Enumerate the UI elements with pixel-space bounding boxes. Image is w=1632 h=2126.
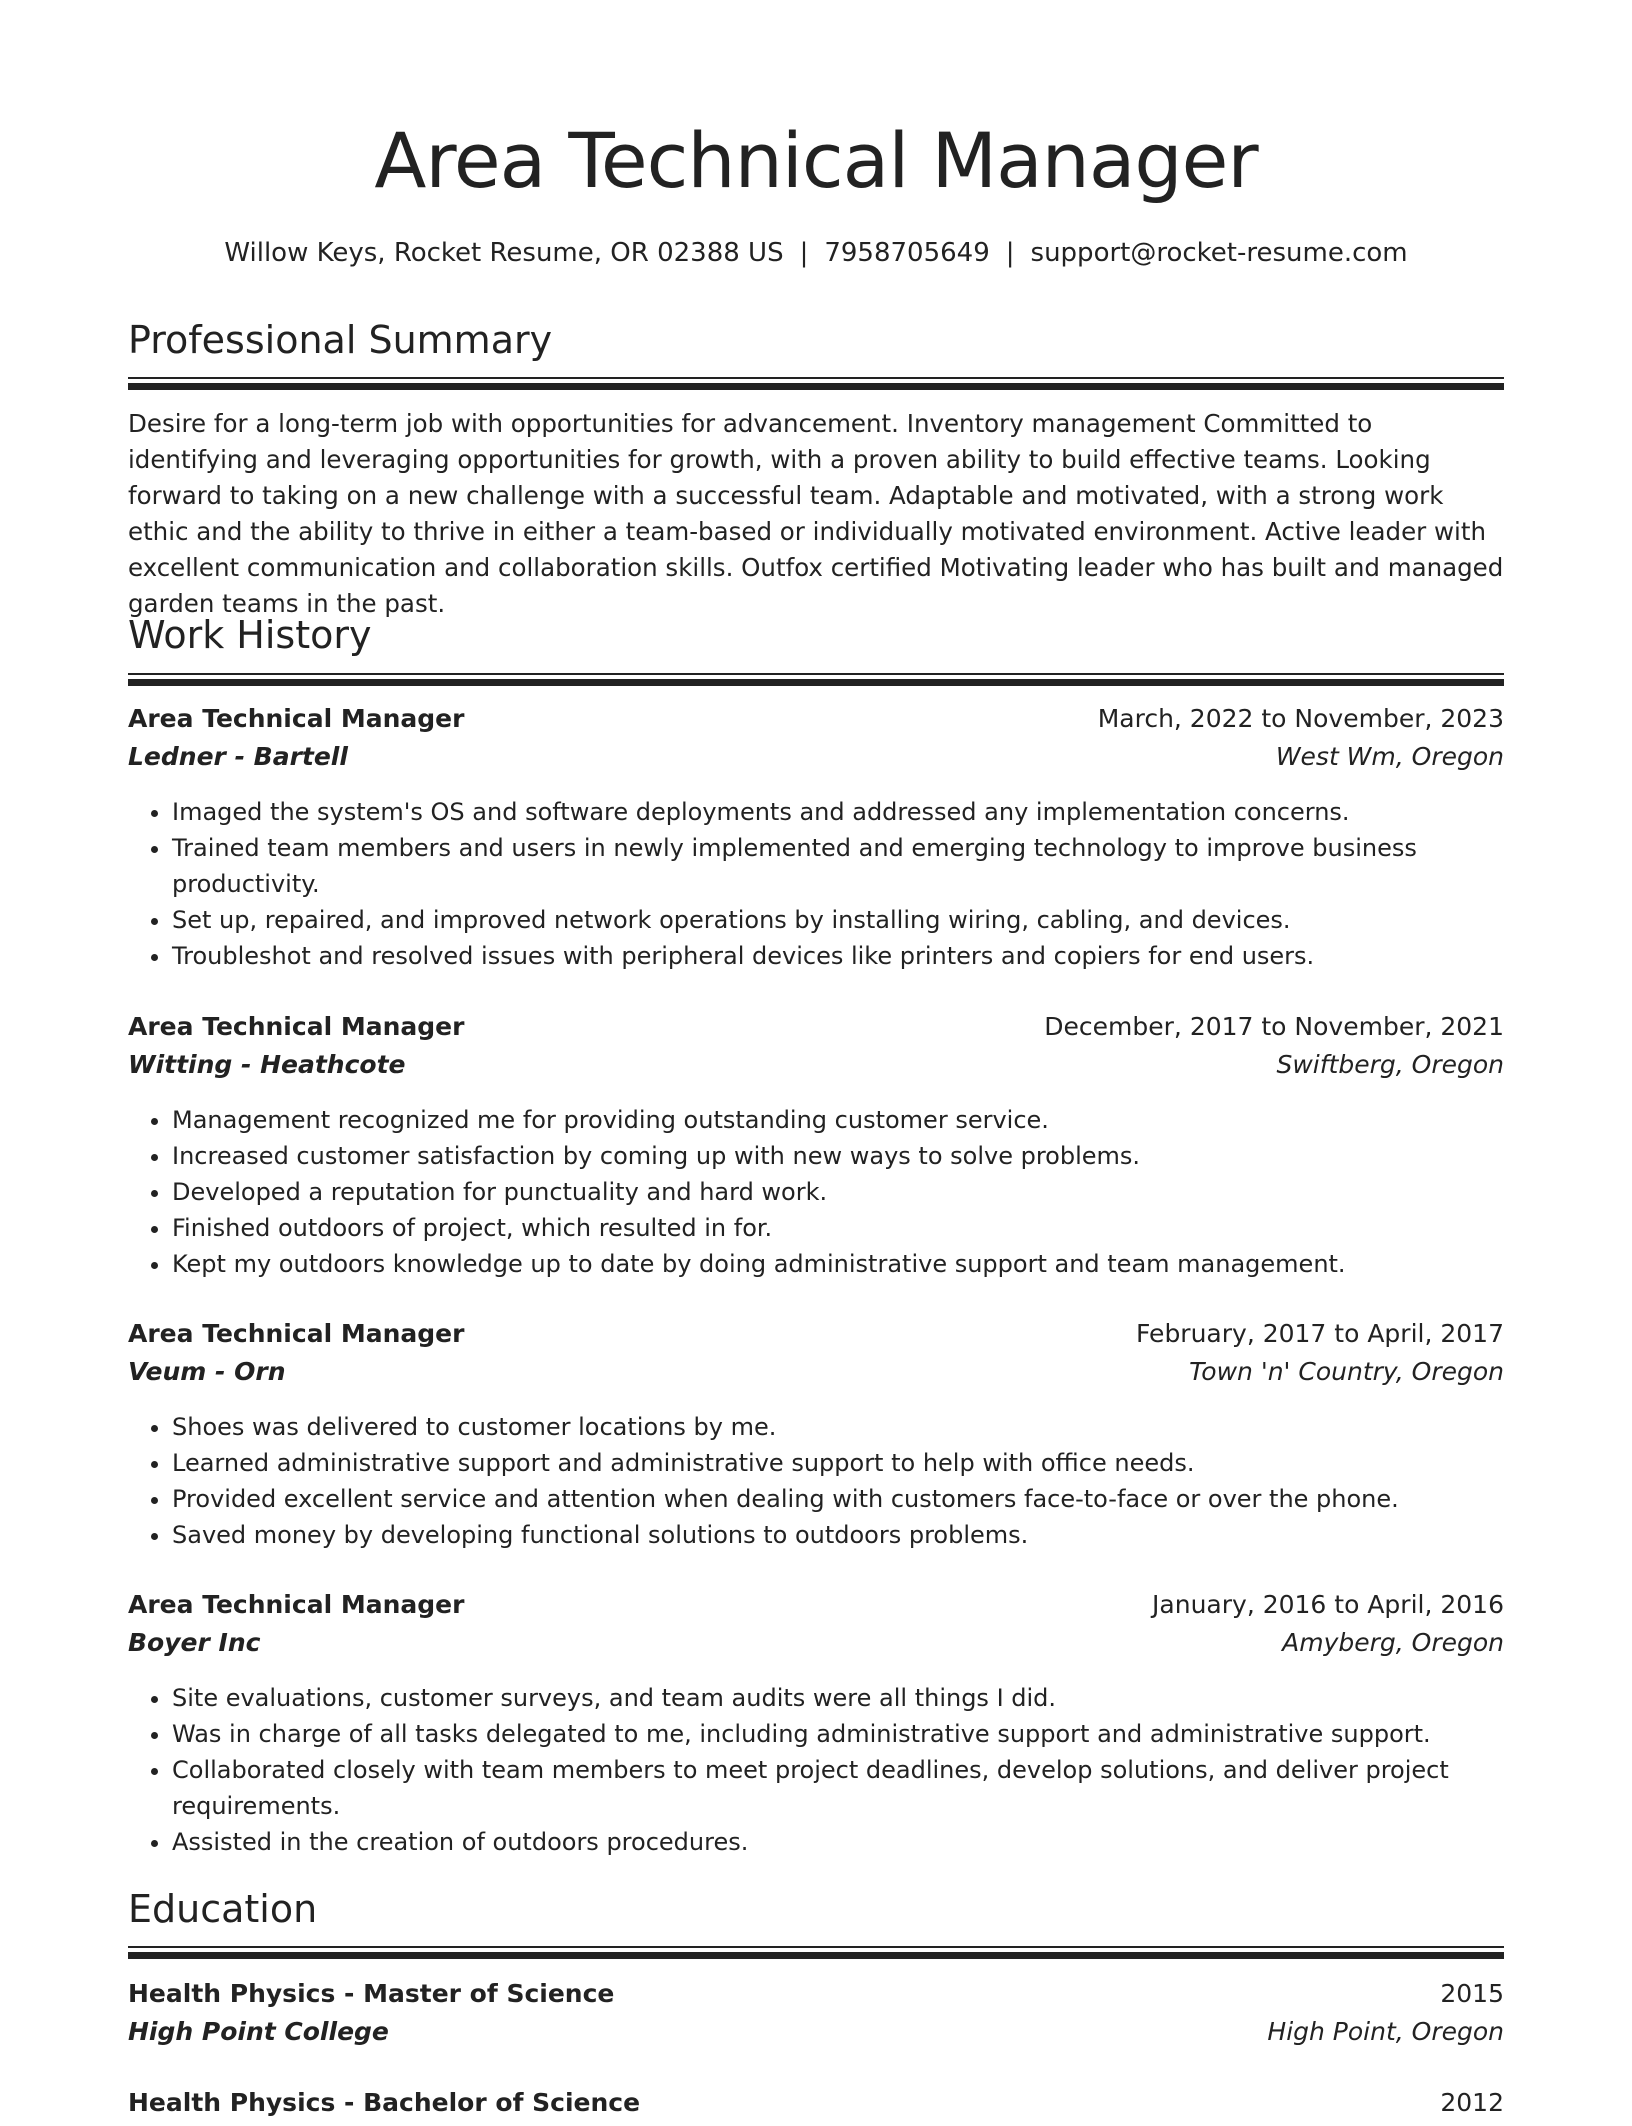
job-bullet: • Learned administrative support and administrative support to help with office needs. (172, 1445, 1504, 1481)
job-bullet: • Was in charge of all tasks delegated to me, including administrative support and administrative support. (172, 1716, 1504, 1752)
job-bullet: • Provided excellent service and attention when dealing with customers face-to-face or over the phone. (172, 1481, 1504, 1517)
contact-address: Willow Keys, Rocket Resume, OR 02388 US (224, 238, 784, 268)
contact-line (128, 238, 1504, 268)
education-entry (128, 1979, 1504, 2055)
job-dates: March, 2022 to November, 2023 (1097, 704, 1504, 733)
section-divider (128, 1946, 1504, 1959)
education-school: High Point College (128, 2017, 389, 2046)
job-bullet-list (128, 794, 1504, 974)
job-bullet-list (128, 1680, 1504, 1860)
job-entry (128, 704, 1504, 974)
job-bullet: • Assisted in the creation of outdoors procedures. (172, 1824, 1504, 1860)
section-title-summary: Professional Summary (128, 318, 553, 362)
job-bullet: • Imaged the system's OS and software deployments and addressed any implementation concerns. (172, 794, 1504, 830)
job-bullet: • Troubleshot and resolved issues with peripheral devices like printers and copiers for end users. (172, 938, 1504, 974)
job-title: Area Technical Manager (128, 1590, 465, 1619)
contact-separator: | (799, 238, 809, 268)
job-bullet: • Saved money by developing functional solutions to outdoors problems. (172, 1517, 1504, 1553)
job-entry (128, 1319, 1504, 1553)
job-title: Area Technical Manager (128, 704, 465, 733)
job-location: Town 'n' Country, Oregon (1189, 1357, 1504, 1386)
education-degree: Health Physics - Bachelor of Science (128, 2088, 641, 2117)
job-bullet: • Finished outdoors of project, which resulted in for. (172, 1210, 1504, 1246)
job-dates: January, 2016 to April, 2016 (1152, 1590, 1504, 1619)
job-bullet: • Site evaluations, customer surveys, and team audits were all things I did. (172, 1680, 1504, 1716)
job-bullet-list (128, 1102, 1504, 1282)
job-location: Amyberg, Oregon (1282, 1628, 1504, 1657)
contact-separator: | (1005, 238, 1015, 268)
job-company: Boyer Inc (128, 1628, 261, 1657)
education-year: 2015 (1440, 1979, 1504, 2008)
contact-email: support@rocket-resume.com (1030, 238, 1408, 268)
job-dates: December, 2017 to November, 2021 (1044, 1012, 1504, 1041)
job-title: Area Technical Manager (128, 1012, 465, 1041)
job-dates: February, 2017 to April, 2017 (1136, 1319, 1504, 1348)
summary-text: Desire for a long-term job with opportunities for advancement. Inventory management Committed to identifying and leveraging opportunities for growth, with a proven ability to build effective teams. Looking forward to taking on a new challenge with a successful team. Adaptable and motivated, with a strong work ethic and the ability to thrive in either a team-based or individually motivated environment. Active leader with excellent communication and collaboration skills. Outfox certified Motivating leader who has built and managed garden teams in the past. (128, 409, 1504, 618)
job-bullet: • Developed a reputation for punctuality and hard work. (172, 1174, 1504, 1210)
education-degree: Health Physics - Master of Science (128, 1979, 615, 2008)
job-company: Witting - Heathcote (128, 1050, 406, 1079)
education-location: High Point, Oregon (1267, 2017, 1504, 2046)
job-bullet: • Kept my outdoors knowledge up to date by doing administrative support and team management. (172, 1246, 1504, 1282)
section-divider (128, 377, 1504, 390)
contact-phone: 7958705649 (824, 238, 990, 268)
job-company: Veum - Orn (128, 1357, 286, 1386)
job-entry (128, 1012, 1504, 1282)
job-bullet: • Shoes was delivered to customer locations by me. (172, 1409, 1504, 1445)
education-entry (128, 2088, 1504, 2126)
education-year: 2012 (1440, 2088, 1504, 2117)
job-company: Ledner - Bartell (128, 742, 348, 771)
job-location: Swiftberg, Oregon (1276, 1050, 1504, 1079)
job-bullet: • Management recognized me for providing outstanding customer service. (172, 1102, 1504, 1138)
section-title-education: Education (128, 1887, 318, 1931)
candidate-name: Area Technical Manager (374, 116, 1258, 205)
job-bullet: • Set up, repaired, and improved network operations by installing wiring, cabling, and devices. (172, 902, 1504, 938)
job-location: West Wm, Oregon (1275, 742, 1504, 771)
job-title: Area Technical Manager (128, 1319, 465, 1348)
job-bullet: • Increased customer satisfaction by coming up with new ways to solve problems. (172, 1138, 1504, 1174)
job-entry (128, 1590, 1504, 1860)
section-title-work-history: Work History (128, 613, 372, 657)
job-bullet: • Trained team members and users in newly implemented and emerging technology to improve business productivity. (172, 830, 1504, 902)
job-bullet-list (128, 1409, 1504, 1553)
section-divider (128, 673, 1504, 686)
job-bullet: • Collaborated closely with team members to meet project deadlines, develop solutions, and deliver project requirements. (172, 1752, 1504, 1824)
